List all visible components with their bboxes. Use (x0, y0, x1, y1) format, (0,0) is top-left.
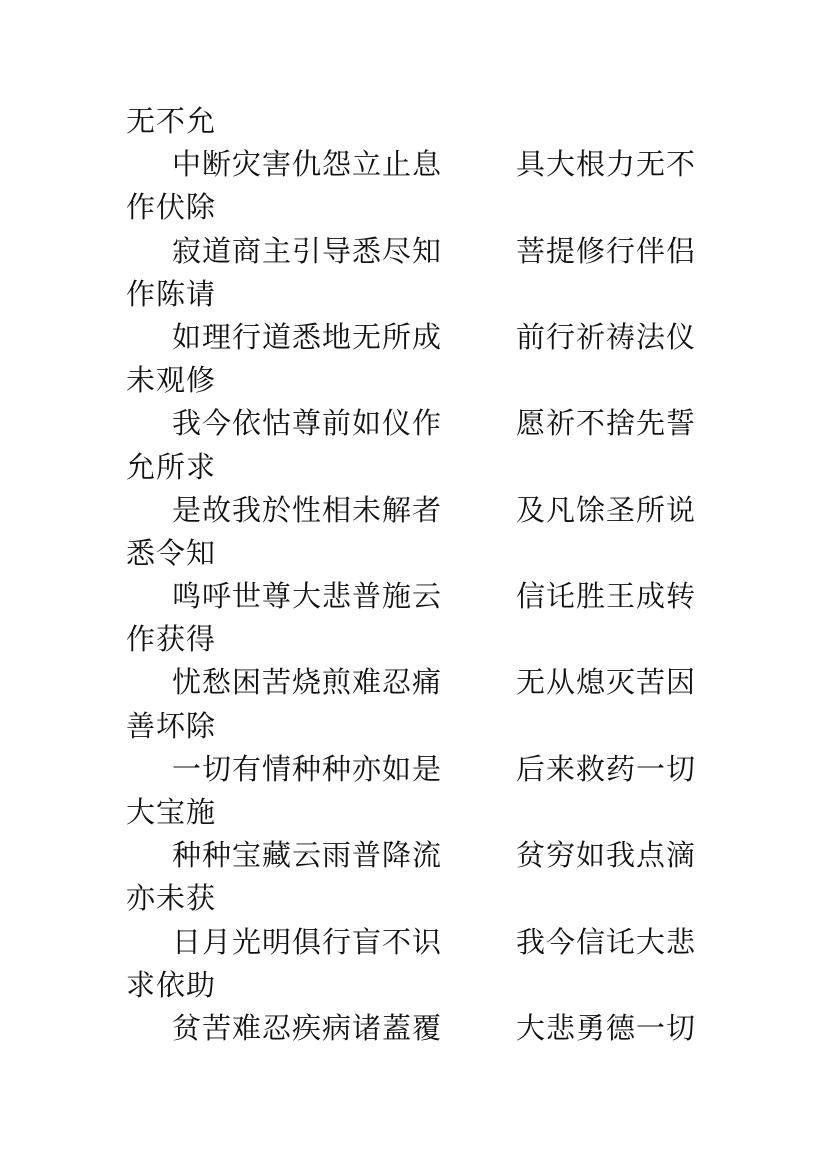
continuation-line (126, 877, 726, 920)
verse-left-text: 我今依怙尊前如仪作 (172, 406, 443, 441)
verse-line (126, 575, 726, 618)
verse-left-text: 一切有情种种亦如是 (172, 751, 443, 786)
continuation-text: 作获得 (126, 622, 217, 657)
verse-line (126, 1007, 726, 1050)
continuation-text: 作伏除 (126, 190, 217, 225)
continuation-text: 悉令知 (126, 535, 217, 570)
continuation-text: 亦未获 (126, 881, 217, 916)
continuation-line (126, 532, 726, 575)
verse-left-text: 中断灾害仇怨立止息 (172, 147, 443, 182)
verse-left-text: 种种宝藏云雨普降流 (172, 838, 443, 873)
verse-right-text: 无从熄灭苦因 (516, 665, 697, 700)
opening-line (126, 100, 726, 143)
verse-right-text: 后来救药一切 (516, 751, 697, 786)
continuation-line (126, 186, 726, 229)
verse-line (126, 316, 726, 359)
continuation-line (126, 705, 726, 748)
verse-left-text: 日月光明俱行盲不识 (172, 924, 443, 959)
verse-line (126, 748, 726, 791)
verse-left-text: 鸣呼世尊大悲普施云 (172, 579, 443, 614)
verse-right-text: 我今信讬大悲 (516, 924, 697, 959)
verse-left-text: 如理行道悉地无所成 (172, 319, 443, 354)
continuation-text: 无不允 (126, 104, 217, 138)
continuation-line (126, 446, 726, 489)
continuation-line (126, 273, 726, 316)
continuation-text: 允所求 (126, 449, 217, 484)
continuation-text: 善坏除 (126, 708, 217, 743)
verse-right-text: 信讬胜王成转 (516, 579, 697, 614)
continuation-line (126, 618, 726, 661)
verse-line (126, 921, 726, 964)
verse-text-block (126, 100, 726, 1050)
continuation-text: 求依助 (126, 967, 217, 1002)
verse-line (126, 489, 726, 532)
verse-right-text: 贫穷如我点滴 (516, 838, 697, 873)
verse-left-text: 寂道商主引导悉尽知 (172, 233, 443, 268)
verse-line (126, 834, 726, 877)
verse-right-text: 菩提修行伴侣 (516, 233, 697, 268)
verse-line (126, 661, 726, 704)
verse-line (126, 143, 726, 186)
verse-line (126, 230, 726, 273)
verse-right-text: 大悲勇德一切 (516, 1010, 697, 1045)
verse-line (126, 402, 726, 445)
verse-right-text: 及凡馀圣所说 (516, 492, 697, 527)
verse-right-text: 具大根力无不 (516, 147, 697, 182)
verse-left-text: 贫苦难忍疾病诸蓋覆 (172, 1010, 443, 1045)
verse-left-text: 忧愁困苦烧煎难忍痛 (172, 665, 443, 700)
continuation-text: 大宝施 (126, 795, 217, 829)
continuation-text: 作陈请 (126, 276, 217, 311)
continuation-line (126, 964, 726, 1007)
continuation-text: 未观修 (126, 363, 217, 398)
continuation-line (126, 359, 726, 402)
verse-right-text: 前行祈祷法仪 (516, 319, 697, 354)
continuation-line (126, 791, 726, 834)
verse-right-text: 愿祈不捨先誓 (516, 406, 697, 441)
verse-left-text: 是故我於性相未解者 (172, 492, 443, 527)
